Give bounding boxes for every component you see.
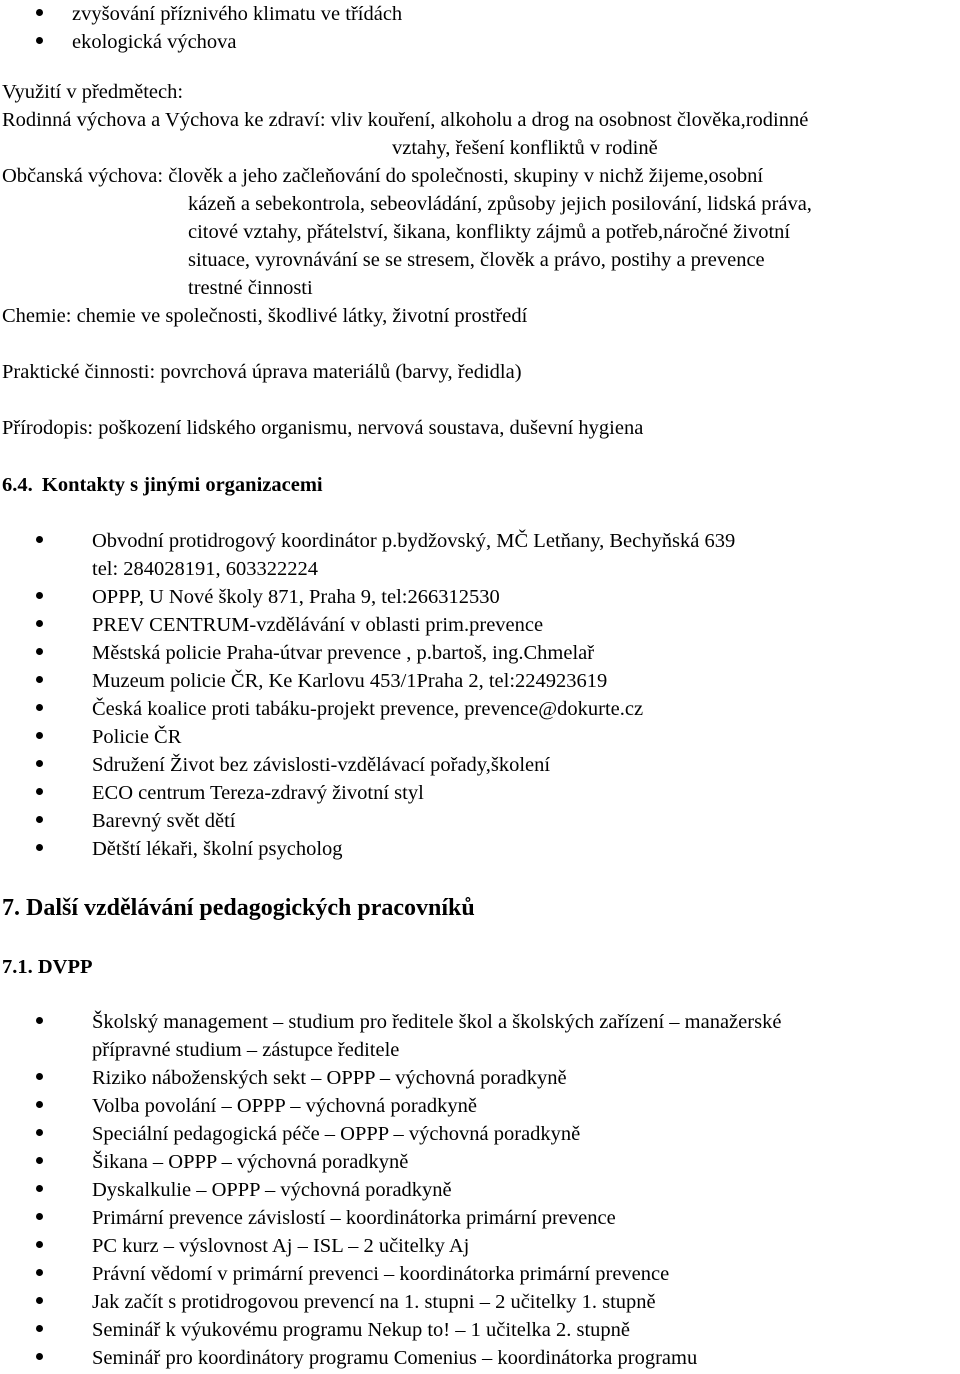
bullet-icon <box>36 620 43 627</box>
list-item-cont: tel: 284028191, 603322224 <box>92 558 319 580</box>
paragraph-obcanska: Občanská výchova: člověk a jeho začleňování do společnosti, skupiny v nichž žijeme,osobní <box>2 165 764 187</box>
bullet-icon <box>36 788 43 795</box>
bullet-icon <box>36 1101 43 1108</box>
section-heading-7: 7. Další vzdělávání pedagogických pracovníků <box>2 895 475 921</box>
list-item: Dyskalkulie – OPPP – výchovná poradkyně <box>92 1179 452 1201</box>
list-item: Primární prevence závislostí – koordinátorka primární prevence <box>92 1207 616 1229</box>
bullet-icon <box>36 1297 43 1304</box>
section-number: 6.4. <box>2 474 33 496</box>
paragraph-obcanska-cont: situace, vyrovnávání se se stresem, člověk a právo, postihy a prevence <box>188 249 765 271</box>
section-heading-6-4 <box>2 471 323 499</box>
list-item: Seminář k výukovému programu Nekup to! – 1 učitelka 2. stupně <box>92 1319 631 1341</box>
list-item: Dětští lékaři, školní psycholog <box>92 838 343 860</box>
paragraph-obcanska-cont: citové vztahy, přátelství, šikana, konflikty zájmů a potřeb,náročné životní <box>188 221 791 243</box>
bullet-icon <box>36 1157 43 1164</box>
bullet-icon <box>36 1269 43 1276</box>
list-item: Volba povolání – OPPP – výchovná poradkyně <box>92 1095 477 1117</box>
subjects-heading: Využití v předmětech: <box>2 81 184 103</box>
bullet-icon <box>36 1073 43 1080</box>
paragraph-chemie: Chemie: chemie ve společnosti, škodlivé látky, životní prostředí <box>2 305 528 327</box>
section-title: Kontakty s jinými organizacemi <box>41 474 323 496</box>
section-heading-7-1: 7.1. DVPP <box>2 956 93 978</box>
bullet-icon <box>36 704 43 711</box>
list-item: Riziko náboženských sekt – OPPP – výchovná poradkyně <box>92 1067 567 1089</box>
paragraph-prakticke: Praktické činnosti: povrchová úprava materiálů (barvy, ředidla) <box>2 361 522 383</box>
list-item: PC kurz – výslovnost Aj – ISL – 2 učitelky Aj <box>92 1235 470 1257</box>
bullet-icon <box>36 732 43 739</box>
paragraph-obcanska-cont: trestné činnosti <box>188 277 313 299</box>
list-item: Sdružení Život bez závislosti-vzdělávací pořady,školení <box>92 754 551 776</box>
list-item: Policie ČR <box>92 726 182 748</box>
list-item: Šikana – OPPP – výchovná poradkyně <box>92 1151 409 1173</box>
list-item: Právní vědomí v primární prevenci – koordinátorka primární prevence <box>92 1263 670 1285</box>
list-item: Seminář pro koordinátory programu Comenius – koordinátorka programu <box>92 1347 698 1369</box>
paragraph-rodinna: Rodinná výchova a Výchova ke zdraví: vliv kouření, alkoholu a drog na osobnost člověka,rodinné <box>2 109 809 131</box>
paragraph-obcanska-cont: kázeň a sebekontrola, sebeovládání, způsoby jejich posilování, lidská práva, <box>188 193 812 215</box>
bullet-icon <box>36 760 43 767</box>
bullet-icon <box>36 1129 43 1136</box>
list-item: OPPP, U Nové školy 871, Praha 9, tel:266312530 <box>92 586 500 608</box>
bullet-icon <box>36 676 43 683</box>
paragraph-prirodopis: Přírodopis: poškození lidského organismu, nervová soustava, duševní hygiena <box>2 417 644 439</box>
list-item: ECO centrum Tereza-zdravý životní styl <box>92 782 424 804</box>
bullet-icon <box>36 1017 43 1024</box>
bullet-icon <box>36 1213 43 1220</box>
bullet-icon <box>36 1353 43 1360</box>
bullet-icon <box>36 844 43 851</box>
paragraph-rodinna-cont: vztahy, řešení konfliktů v rodině <box>392 137 658 159</box>
list-item: ekologická výchova <box>72 31 237 53</box>
bullet-icon <box>36 37 43 44</box>
bullet-icon <box>36 1241 43 1248</box>
bullet-icon <box>36 9 43 16</box>
list-item: zvyšování příznivého klimatu ve třídách <box>72 3 403 25</box>
list-item: Školský management – studium pro ředitele škol a školských zařízení – manažerské <box>92 1011 782 1033</box>
list-item: Speciální pedagogická péče – OPPP – výchovná poradkyně <box>92 1123 581 1145</box>
list-item: Obvodní protidrogový koordinátor p.bydžovský, MČ Letňany, Bechyňská 639 <box>92 530 736 552</box>
bullet-icon <box>36 1325 43 1332</box>
list-item: Muzeum policie ČR, Ke Karlovu 453/1Praha 2, tel:224923619 <box>92 670 608 692</box>
list-item-cont: přípravné studium – zástupce ředitele <box>92 1039 400 1061</box>
list-item: PREV CENTRUM-vzdělávání v oblasti prim.prevence <box>92 614 544 636</box>
bullet-icon <box>36 592 43 599</box>
list-item: Jak začít s protidrogovou prevencí na 1. stupni – 2 učitelky 1. stupně <box>92 1291 656 1313</box>
bullet-icon <box>36 648 43 655</box>
list-item: Městská policie Praha-útvar prevence , p.bartoš, ing.Chmelař <box>92 642 595 664</box>
bullet-icon <box>36 536 43 543</box>
bullet-icon <box>36 816 43 823</box>
bullet-icon <box>36 1185 43 1192</box>
list-item: Barevný svět dětí <box>92 810 236 832</box>
list-item: Česká koalice proti tabáku-projekt prevence, prevence@dokurte.cz <box>92 698 644 720</box>
